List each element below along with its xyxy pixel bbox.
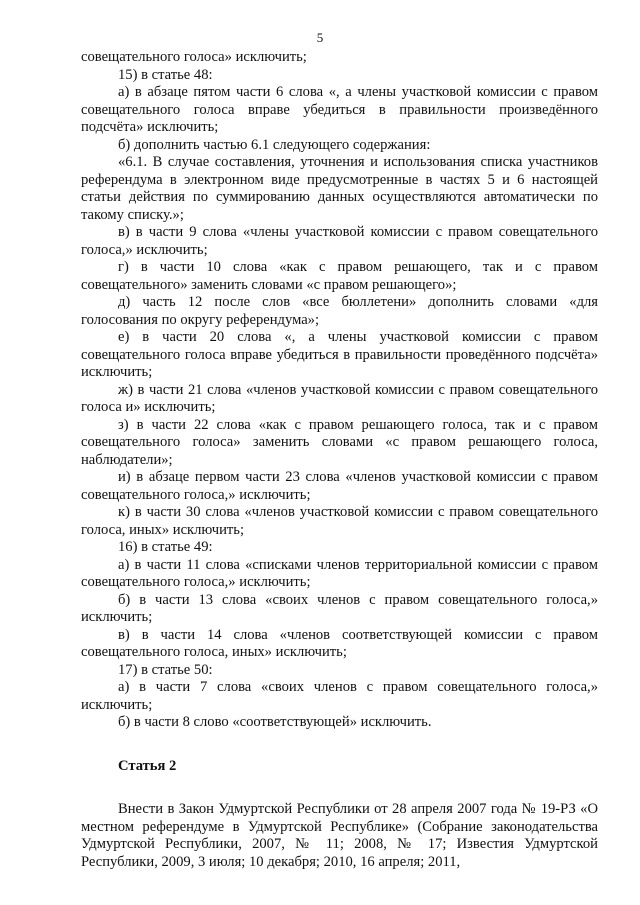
paragraph-item-15a: а) в абзаце пятом части 6 слова «, а члены участковой комиссии с правом совещательного голоса вправе убедиться в правильности произведённого подсчёта» исключить; — [81, 84, 598, 135]
paragraph-item-17a: а) в части 7 слова «своих членов с правом совещательного голоса,» исключить; — [81, 679, 598, 713]
paragraph-item-15i: и) в абзаце первом части 23 слова «членов участковой комиссии с правом совещательного голоса,» исключить; — [81, 469, 598, 503]
article-heading: Статья 2 — [118, 757, 177, 774]
paragraph-item-15v: в) в части 9 слова «члены участковой комиссии с правом совещательного голоса,» исключить; — [81, 224, 598, 258]
paragraph-item-15b: б) дополнить частью 6.1 следующего содержания: — [118, 136, 431, 153]
paragraph-item-17: 17) в статье 50: — [118, 661, 213, 678]
paragraph-item-15zh: ж) в части 21 слова «членов участковой комиссии с правом совещательного голоса и» исключить; — [81, 381, 598, 415]
paragraph-continuation: совещательного голоса» исключить; — [81, 49, 307, 65]
paragraph-item-16b: б) в части 13 слова «своих членов с правом совещательного голоса,» исключить; — [81, 591, 598, 625]
paragraph-item-16a: а) в части 11 слова «списками членов территориальной комиссии с правом совещательного голоса,» исключить; — [81, 556, 598, 590]
document-body — [81, 49, 598, 871]
paragraph-item-15g: г) в части 10 слова «как с правом решающего, так и с правом совещательного» заменить словами «с правом решающего»; — [81, 259, 598, 293]
paragraph-item-16v: в) в части 14 слова «членов соответствующей комиссии с правом совещательного голоса, иных» исключить; — [81, 626, 598, 660]
paragraph-quote-6-1: «6.1. В случае составления, уточнения и использования списка участников референдума в электронном виде предусмотренные в частях 5 и 6 настоящей статьи действия по суммированию данных осуществляются автоматически по такому списку.»; — [81, 154, 598, 223]
page-number: 5 — [316, 30, 324, 45]
paragraph-item-17b: б) в части 8 слово «соответствующей» исключить. — [118, 714, 432, 730]
paragraph-item-15k: к) в части 30 слова «членов участковой комиссии с правом совещательного голоса, иных» исключить; — [81, 504, 598, 538]
paragraph-item-16: 16) в статье 49: — [118, 539, 213, 555]
paragraph-item-15e: е) в части 20 слова «, а члены участковой комиссии с правом совещательного голоса вправе убедиться в правильности проведённого подсчёта» исключить; — [81, 329, 598, 380]
article-text: Внести в Закон Удмуртской Республики от 28 апреля 2007 года № 19-РЗ «О местном референдуме в Удмуртской Республике» (Собрание законодательства Удмуртской Республики, 2007, № 11; 2008, № 17; Известия Удмуртской Республики, 2009, 3 июля; 10 декабря; 2010, 16 апреля; 2011, — [81, 801, 598, 870]
paragraph-item-15z: з) в части 22 слова «как с правом решающего голоса, так и с правом совещательного голоса» заменить словами «с правом решающего голоса, наблюдатели»; — [81, 416, 598, 468]
paragraph-item-15: 15) в статье 48: — [118, 66, 213, 83]
paragraph-item-15d: д) часть 12 после слов «все бюллетени» дополнить словами «для голосования по округу референдума»; — [81, 294, 598, 328]
